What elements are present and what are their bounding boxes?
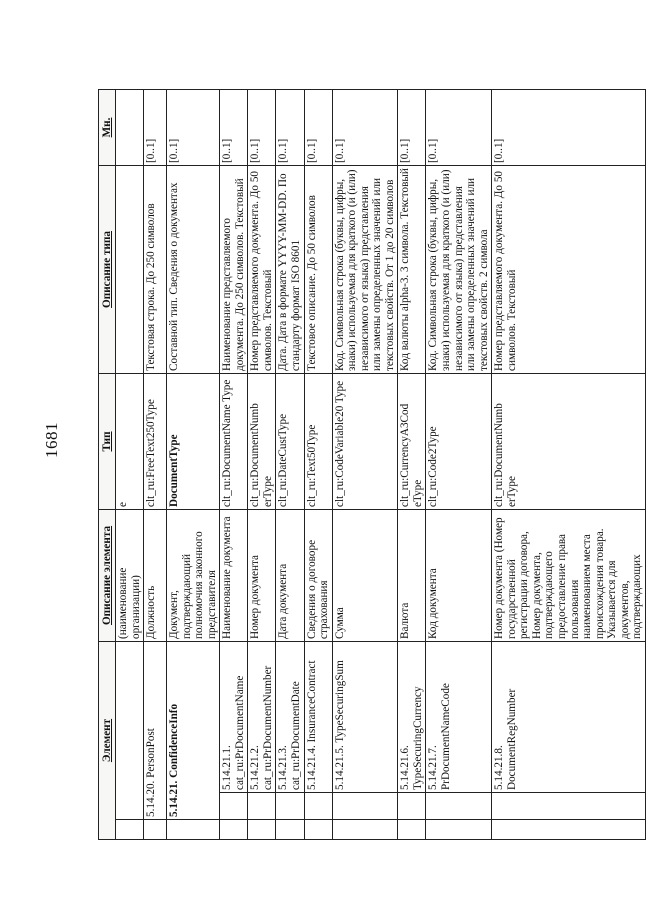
type-description-cell: Текстовая строка. До 250 символов bbox=[144, 165, 167, 373]
multiplicity-cell: [0..1] bbox=[144, 89, 167, 165]
element-number: 5.14.21.3. bbox=[277, 745, 290, 790]
element-cell bbox=[116, 641, 144, 819]
type-description-cell: Номер представляемого документа. До 50 символов. Текстовый bbox=[492, 165, 646, 373]
element-description-cell: Номер документа bbox=[248, 509, 276, 641]
blank-cell bbox=[276, 820, 304, 840]
table-header-row bbox=[99, 89, 116, 839]
table-row bbox=[492, 89, 646, 839]
blank-cell bbox=[492, 820, 646, 840]
type-description-cell: Номер представляемого документа. До 50 символов. Текстовый bbox=[248, 165, 276, 373]
table-rotated-container bbox=[98, 90, 644, 840]
element-name: PersonPost bbox=[145, 728, 158, 778]
type-cell: clt_ru:CurrencyA3Cod eType bbox=[398, 373, 426, 509]
element-number: 5.14.21.2. bbox=[249, 745, 262, 790]
type-cell: clt_ru:FreeText250Type bbox=[144, 373, 167, 509]
multiplicity-cell: [0..1] bbox=[426, 89, 492, 165]
type-cell: clt_ru:DocumentName Type bbox=[220, 373, 248, 509]
element-description-cell: Номер документа (Номер государственной регистрации договора, Номер документа, подтверждающего предоставление права пользования наименованием места происхождения товара. Указывается для документов, подтверждающих bbox=[492, 509, 646, 641]
table-row bbox=[304, 89, 332, 839]
type-cell: e bbox=[116, 373, 144, 509]
header-element: Элемент bbox=[99, 641, 116, 839]
type-description-cell: Код. Символьная строка (буквы, цифры, знаки) используемая для краткого (и (или) независимого от языка) представления или замены определенных значений или текстовых свойств. От 1 до 20 символов bbox=[332, 165, 398, 373]
element-cell bbox=[248, 641, 276, 792]
element-name: ConfidenceInfo bbox=[168, 703, 181, 778]
header-element-description: Описание элемента bbox=[99, 509, 116, 641]
elements-table bbox=[98, 89, 646, 840]
blank-cell bbox=[426, 793, 492, 820]
multiplicity-cell bbox=[116, 89, 144, 165]
type-cell: DocumentType bbox=[167, 373, 220, 509]
element-number: 5.14.21.6. bbox=[399, 745, 412, 790]
blank-cell bbox=[426, 820, 492, 840]
blank-cell bbox=[116, 820, 144, 840]
element-cell bbox=[332, 641, 398, 792]
blank-cell bbox=[492, 793, 646, 820]
element-description-cell: Должность bbox=[144, 509, 167, 641]
multiplicity-cell: [0..1] bbox=[220, 89, 248, 165]
multiplicity-cell: [0..1] bbox=[492, 89, 646, 165]
element-cell bbox=[398, 641, 426, 792]
blank-cell bbox=[304, 820, 332, 840]
element-number: 5.14.21.1. bbox=[221, 745, 234, 790]
element-name: cat_ru:PrDocumentDate bbox=[290, 681, 303, 790]
table-row bbox=[276, 89, 304, 839]
type-cell: clt_ru:Code2Type bbox=[426, 373, 492, 509]
table-row bbox=[248, 89, 276, 839]
blank-cell bbox=[398, 820, 426, 840]
table-row bbox=[426, 89, 492, 839]
element-description-cell: Валюта bbox=[398, 509, 426, 641]
multiplicity-cell: [0..1] bbox=[398, 89, 426, 165]
header-multiplicity: Мн. bbox=[99, 89, 116, 165]
element-name: TypeSecuringSum bbox=[333, 660, 346, 743]
type-cell: clt_ru:DocumentNumb erType bbox=[492, 373, 646, 509]
blank-cell bbox=[332, 793, 398, 820]
element-cell bbox=[304, 641, 332, 792]
type-description-cell: Наименование представляемого документа. До 250 символов. Текстовый bbox=[220, 165, 248, 373]
element-cell bbox=[167, 641, 220, 819]
multiplicity-cell: [0..1] bbox=[304, 89, 332, 165]
type-description-cell: Составной тип. Сведения о документах bbox=[167, 165, 220, 373]
type-cell: clt_ru:DateCustType bbox=[276, 373, 304, 509]
table-row bbox=[144, 89, 167, 839]
element-name: InsuranceContract bbox=[305, 660, 318, 743]
element-cell bbox=[492, 641, 646, 792]
table-row bbox=[220, 89, 248, 839]
blank-cell bbox=[332, 820, 398, 840]
header-type-description: Описание типа bbox=[99, 165, 116, 373]
element-cell bbox=[220, 641, 248, 792]
element-name: DocumentRegNumber bbox=[505, 688, 518, 790]
multiplicity-cell: [0..1] bbox=[167, 89, 220, 165]
blank-cell bbox=[304, 793, 332, 820]
element-cell bbox=[426, 641, 492, 792]
element-number: 5.14.21.4. bbox=[305, 745, 318, 790]
blank-cell bbox=[276, 793, 304, 820]
element-name: cat_ru:PrDocumentName bbox=[233, 675, 246, 790]
page-number: 1681 bbox=[42, 422, 61, 458]
element-description-cell: Дата документа bbox=[276, 509, 304, 641]
table-row bbox=[332, 89, 398, 839]
blank-cell bbox=[248, 820, 276, 840]
blank-cell bbox=[248, 793, 276, 820]
type-description-cell: Текстовое описание. До 50 символов bbox=[304, 165, 332, 373]
type-description-cell bbox=[116, 165, 144, 373]
blank-cell bbox=[144, 820, 167, 840]
element-description-cell: Документ, подтверждающий полномочия законного представителя bbox=[167, 509, 220, 641]
multiplicity-cell: [0..1] bbox=[248, 89, 276, 165]
type-description-cell: Дата. Дата в формате YYYY-MM-DD. По стандарту формат ISO 8601 bbox=[276, 165, 304, 373]
type-description-cell: Код. Символьная строка (буквы, цифры, знаки) используемая для краткого (и (или) независимого от языка) представления или замены определенных значений или текстовых свойств. 2 символа bbox=[426, 165, 492, 373]
element-number: 5.14.21.8. bbox=[493, 745, 506, 790]
type-cell: clt_ru:CodeVariable20 Type bbox=[332, 373, 398, 509]
blank-cell bbox=[398, 793, 426, 820]
type-cell: clt_ru:Text50Type bbox=[304, 373, 332, 509]
element-description-cell: Код документа bbox=[426, 509, 492, 641]
blank-cell bbox=[220, 820, 248, 840]
element-cell bbox=[276, 641, 304, 792]
element-name: PrDocumentNameCode bbox=[440, 683, 453, 790]
table-row bbox=[116, 89, 144, 839]
multiplicity-cell: [0..1] bbox=[276, 89, 304, 165]
element-number: 5.14.21. bbox=[168, 780, 181, 817]
table-row bbox=[398, 89, 426, 839]
element-description-cell: Сведения о договоре страхования bbox=[304, 509, 332, 641]
element-number: 5.14.20. bbox=[145, 780, 158, 817]
type-cell: clt_ru:DocumentNumb erType bbox=[248, 373, 276, 509]
element-name: TypeSecuringCurrency bbox=[411, 686, 424, 790]
element-name: cat_ru:PrDocumentNumber bbox=[261, 665, 274, 790]
element-description-cell: Наименование документа bbox=[220, 509, 248, 641]
element-number: 5.14.21.5. bbox=[333, 745, 346, 790]
blank-cell bbox=[167, 820, 220, 840]
table-row bbox=[167, 89, 220, 839]
multiplicity-cell: [0..1] bbox=[332, 89, 398, 165]
header-type: Тип bbox=[99, 373, 116, 509]
element-description-cell: Сумма bbox=[332, 509, 398, 641]
element-description-cell: (наименование организации) bbox=[116, 509, 144, 641]
element-number: 5.14.21.7. bbox=[427, 745, 440, 790]
element-cell bbox=[144, 641, 167, 819]
blank-cell bbox=[220, 793, 248, 820]
type-description-cell: Код валюты alpha-3. 3 символа. Текстовый bbox=[398, 165, 426, 373]
